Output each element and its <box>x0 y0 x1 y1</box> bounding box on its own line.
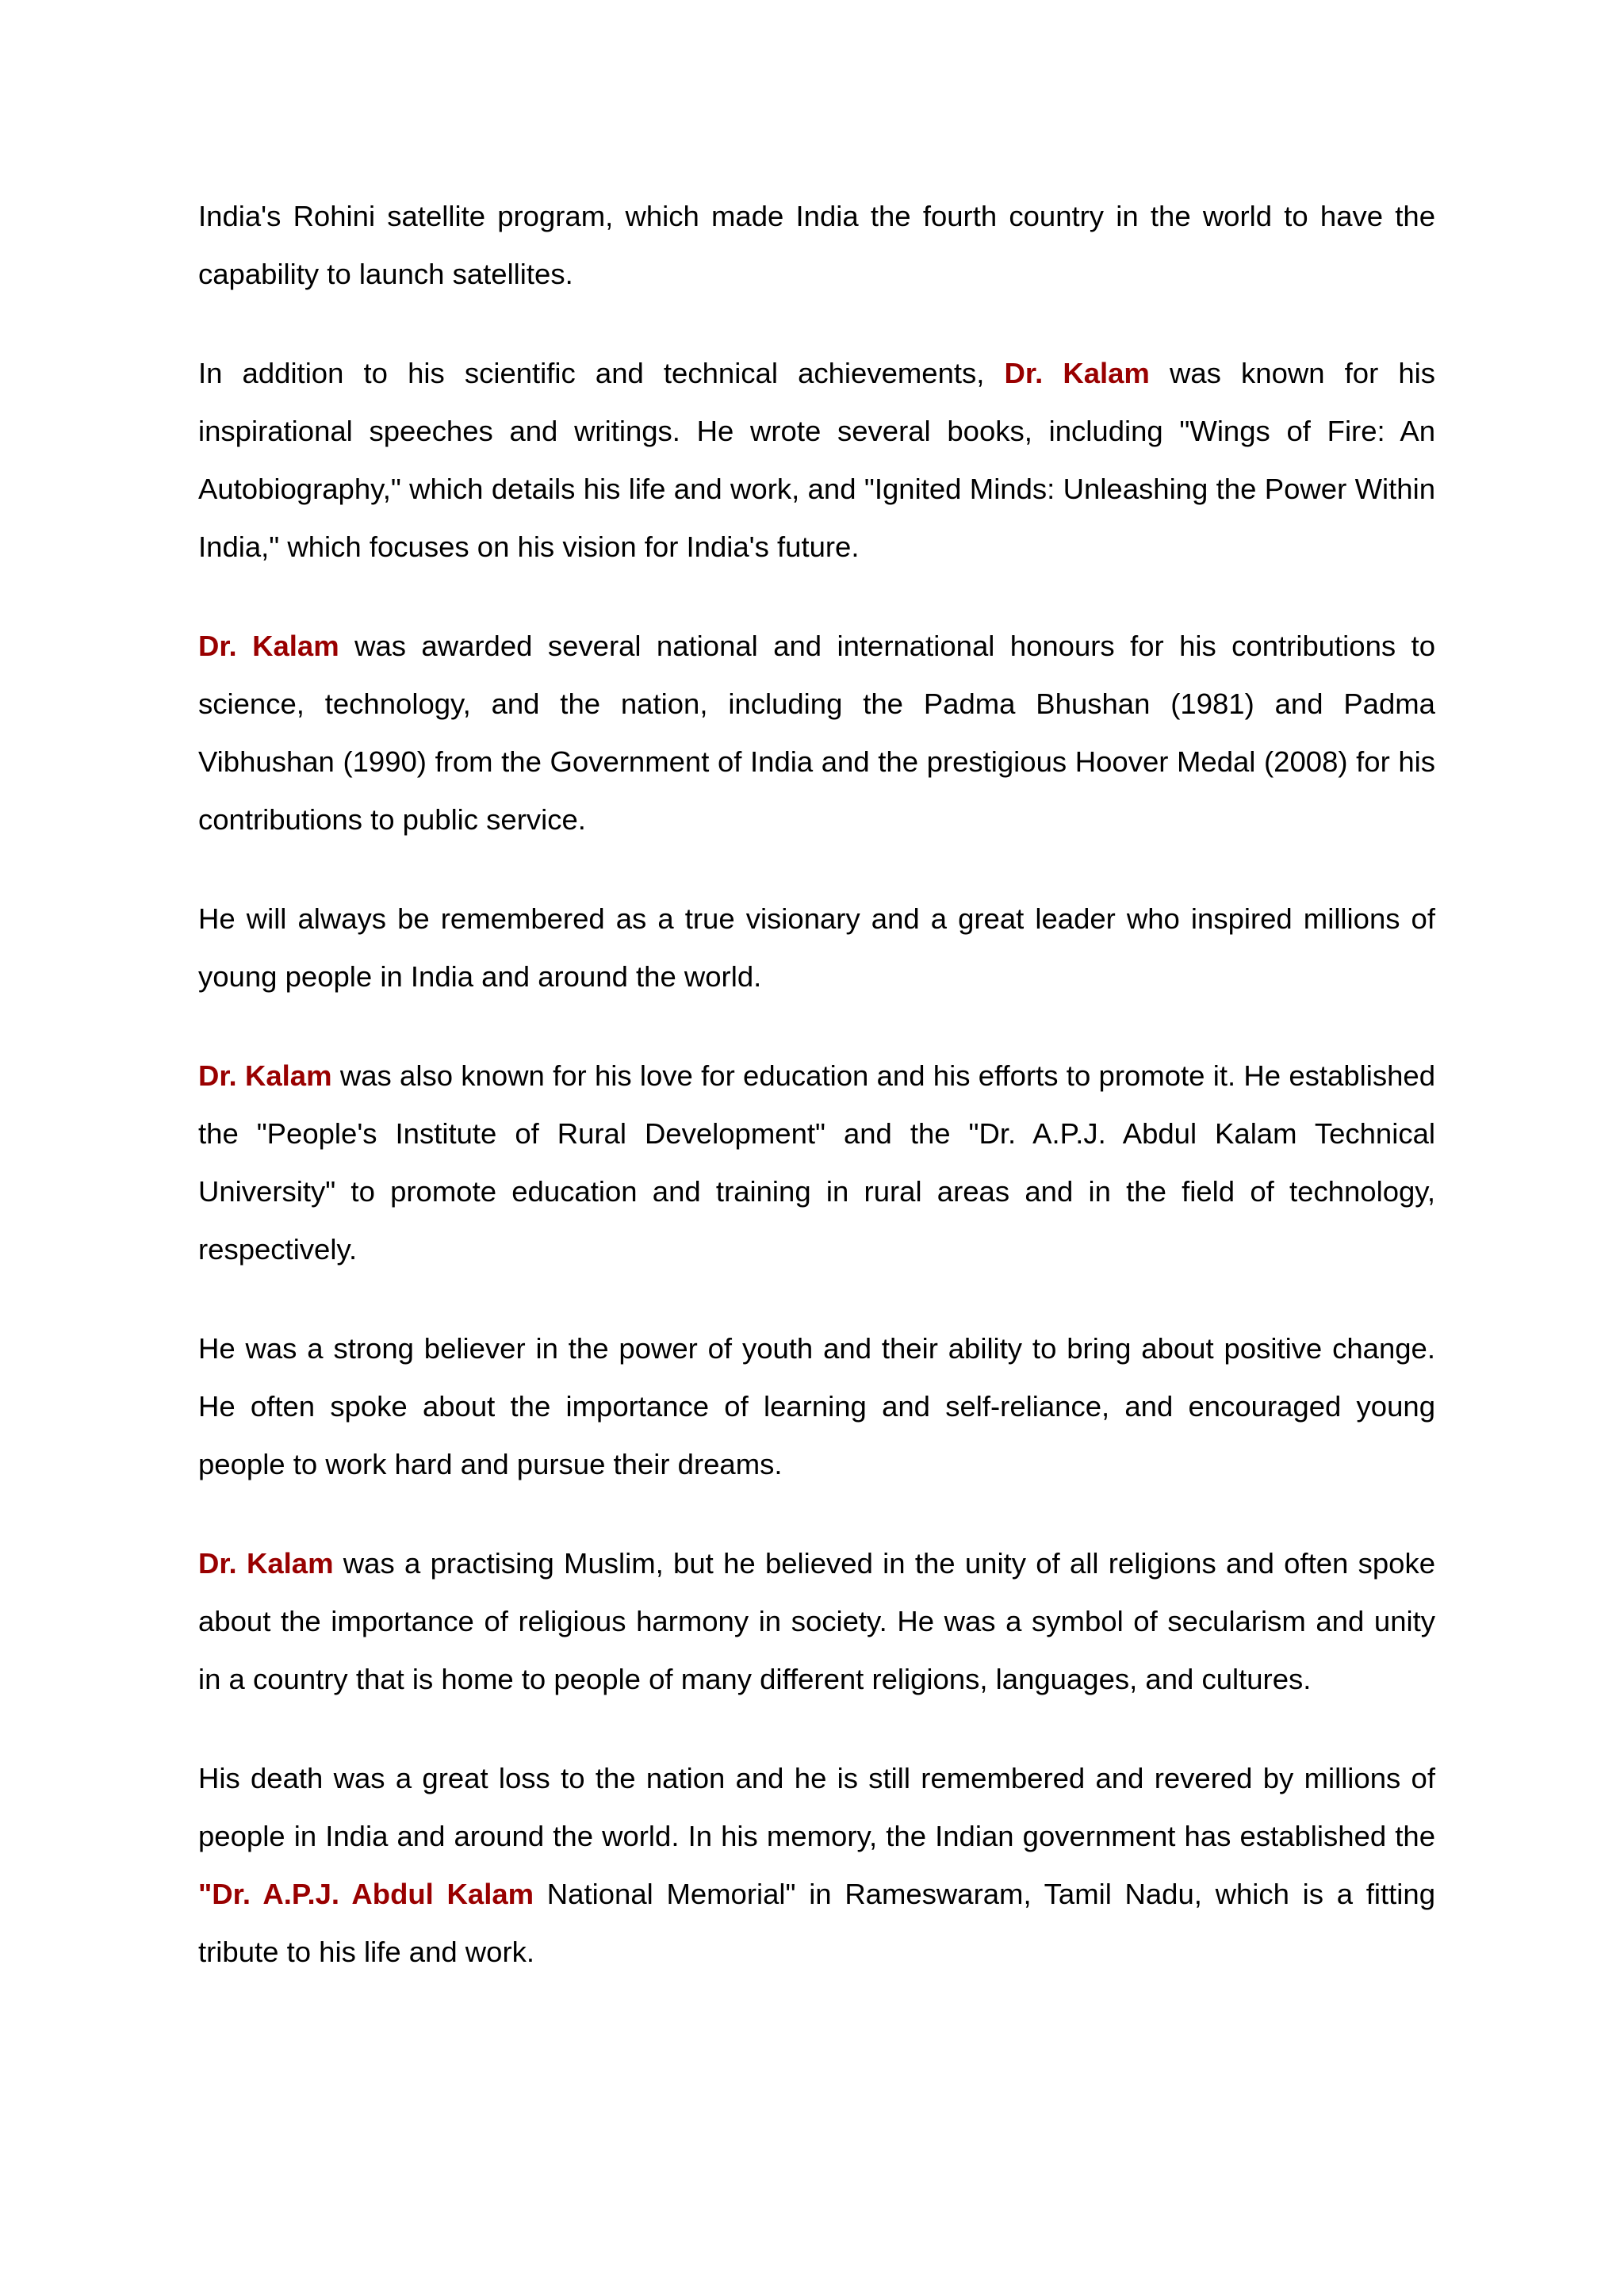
paragraph-text: In addition to his scientific and technical achievements, <box>198 357 1005 389</box>
paragraph-writings <box>198 344 1435 576</box>
paragraph-text: was a practising Muslim, but he believed in the unity of all religions and often spoke about the importance of religious harmony in society. He was a symbol of secularism and unity in a country that is home to people of many different religions, languages, and cultures. <box>198 1547 1436 1695</box>
paragraph-visionary <box>198 890 1435 1005</box>
paragraph-memorial <box>198 1749 1435 1981</box>
highlighted-name: Dr. Kalam <box>198 630 339 662</box>
paragraph-text: He was a strong believer in the power of youth and their ability to bring about positive change. He often spoke about the importance of learning and self-reliance, and encouraged young people to work hard and pursue their dreams. <box>198 1332 1435 1480</box>
highlighted-name: Dr. Kalam <box>198 1547 334 1580</box>
paragraph-text: was known for his inspirational speeches and writings. He wrote several books, including "Wings of Fire: An Autobiography," which details his life and work, and "Ignited Minds: Unleashing the Power Within India," which focuses on his vision for India's future. <box>198 357 1435 563</box>
paragraph-text: was awarded several national and international honours for his contributions to science, technology, and the nation, including the Padma Bhushan (1981) and Padma Vibhushan (1990) from the Government of India and the prestigious Hoover Medal (2008) for his contributions to public service. <box>198 630 1435 836</box>
highlighted-name: Dr. Kalam <box>198 1059 332 1092</box>
paragraph-youth <box>198 1319 1435 1493</box>
paragraph-text: National Memorial" in Rameswaram, Tamil Nadu, which is a fitting tribute to his life and work. <box>198 1878 1435 1968</box>
paragraph-honours <box>198 617 1435 848</box>
highlighted-name: Dr. Kalam <box>1004 357 1150 389</box>
paragraph-text: He will always be remembered as a true visionary and a great leader who inspired millions of young people in India and around the world. <box>198 902 1435 993</box>
paragraph-religion <box>198 1534 1435 1708</box>
paragraph-education <box>198 1047 1435 1278</box>
document-page <box>198 187 1435 2022</box>
paragraph-text: His death was a great loss to the nation and he is still remembered and revered by millions of people in India and around the world. In his memory, the Indian government has established the <box>198 1762 1435 1852</box>
paragraph-rohini-program <box>198 187 1435 303</box>
highlighted-name: "Dr. A.P.J. Abdul Kalam <box>198 1878 534 1910</box>
paragraph-text: India's Rohini satellite program, which made India the fourth country in the world to have the capability to launch satellites. <box>198 200 1435 290</box>
paragraph-text: was also known for his love for education and his efforts to promote it. He established the "People's Institute of Rural Development" and the "Dr. A.P.J. Abdul Kalam Technical University" to promote education and training in rural areas and in the field of technology, respectively. <box>198 1059 1436 1266</box>
